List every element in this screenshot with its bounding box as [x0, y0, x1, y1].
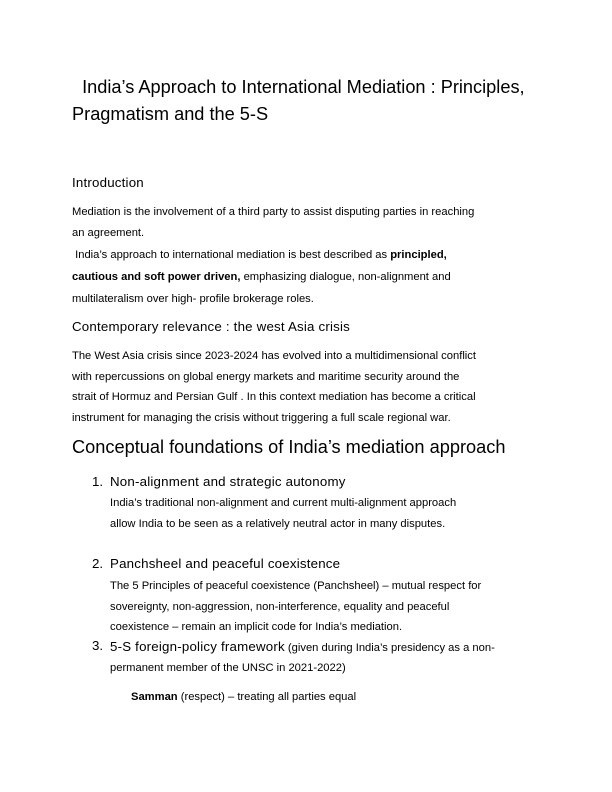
text-line: allow India to be seen as a relatively neutral actor in many disputes. — [110, 517, 446, 530]
samman-line — [131, 687, 356, 708]
list-item-body — [110, 658, 346, 679]
text-line: Mediation is the involvement of a third party to assist disputing parties in reaching — [72, 206, 475, 218]
text: India’s approach to international mediation is best described as — [72, 249, 391, 261]
list-item-title: Panchsheel and peaceful coexistence — [110, 556, 341, 571]
emphasis: principled, — [390, 249, 447, 261]
title-line: India’s Approach to International Mediation : Principles, — [72, 77, 525, 97]
text-line: sovereignty, non-aggression, non-interference, equality and peaceful — [110, 600, 450, 613]
contemporary-heading: Contemporary relevance : the west Asia crisis — [72, 319, 351, 334]
text-line: The 5 Principles of peaceful coexistence (Panchsheel) – mutual respect for — [110, 580, 482, 592]
conceptual-heading: Conceptual foundations of India’s mediation approach — [72, 437, 506, 457]
text-line: permanent member of the UNSC in 2021-2022) — [110, 662, 346, 674]
text-line: coexistence – remain an implicit code for India’s mediation. — [110, 621, 403, 633]
list-item-title: 5-S foreign-policy framework — [110, 639, 285, 654]
emphasis: cautious and soft power driven, — [72, 271, 241, 283]
title-line: Pragmatism and the 5-S — [72, 104, 269, 124]
list-number: 2. — [92, 556, 104, 571]
text-line: strait of Hormuz and Persian Gulf . In this context mediation has become a critical — [72, 391, 476, 403]
intro-paragraph-2 — [72, 244, 451, 310]
list-item-body — [110, 576, 481, 638]
list-item-title-line — [110, 638, 495, 659]
text-line: instrument for managing the crisis without triggering a full scale regional war. — [72, 411, 451, 424]
text-line — [72, 266, 451, 288]
text-line: India’s traditional non-alignment and current multi-alignment approach — [110, 497, 457, 509]
text-line: multilateralism over high- profile brokerage roles. — [72, 293, 314, 305]
text-line — [72, 244, 451, 266]
list-item-title: Non-alignment and strategic autonomy — [110, 474, 346, 489]
list-item-body — [110, 493, 456, 534]
document-title — [72, 74, 525, 128]
text: (respect) – treating all parties equal — [177, 691, 357, 703]
introduction-heading: Introduction — [72, 175, 144, 190]
text: emphasizing dialogue, non-alignment and — [240, 271, 451, 283]
emphasis: Samman — [131, 691, 178, 703]
contemporary-paragraph — [72, 346, 476, 428]
list-number: 3. — [92, 638, 104, 653]
text: (given during India’s presidency as a non- — [284, 642, 495, 654]
text-line: The West Asia crisis since 2023-2024 has evolved into a multidimensional conflict — [72, 350, 476, 362]
list-number: 1. — [92, 474, 104, 489]
intro-paragraph-1 — [72, 202, 474, 243]
text-line: an agreement. — [72, 226, 145, 239]
text-line: with repercussions on global energy markets and maritime security around the — [72, 370, 460, 383]
